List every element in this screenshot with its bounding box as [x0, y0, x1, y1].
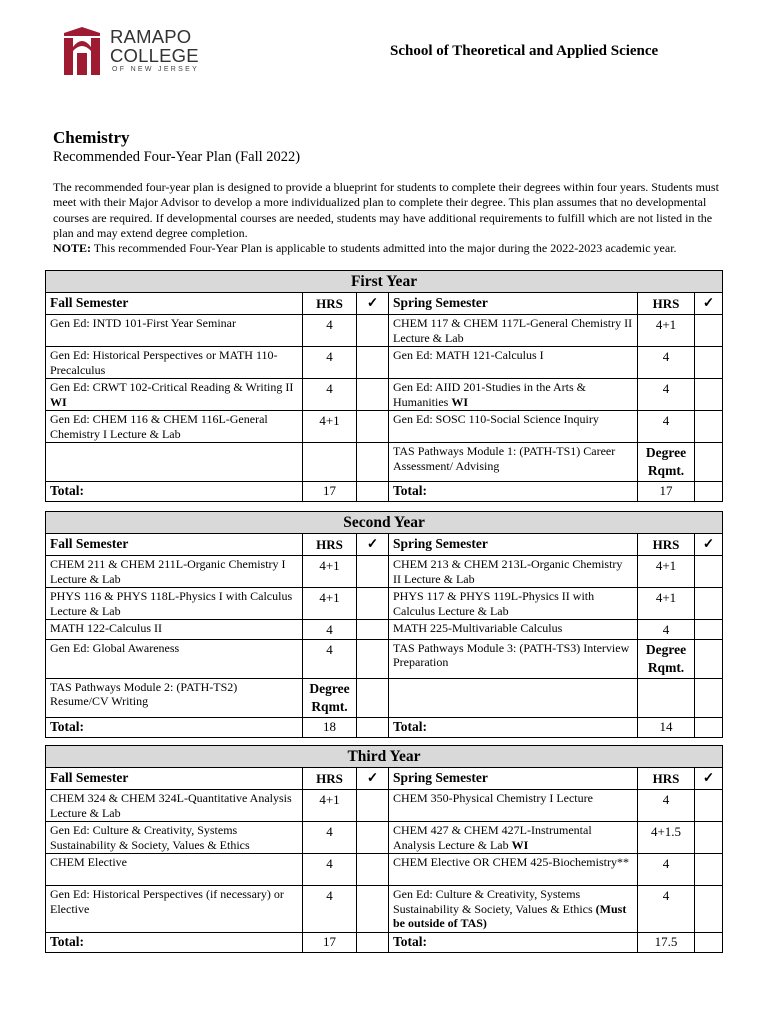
course-row [46, 639, 723, 678]
school-name: School of Theoretical and Applied Science [390, 43, 659, 59]
fall-checkbox[interactable] [357, 443, 389, 482]
hrs-header: HRS [303, 534, 357, 556]
spring-hours: 4 [638, 790, 695, 822]
spring-course-name: CHEM Elective OR CHEM 425-Biochemistry** [393, 855, 629, 869]
spring-course-name: PHYS 117 & PHYS 119L-Physics II with Calculus Lecture & Lab [393, 589, 595, 618]
spring-course [389, 886, 638, 933]
spring-checkbox[interactable] [695, 347, 723, 379]
fall-course [46, 854, 303, 886]
course-row [46, 411, 723, 443]
course-row [46, 556, 723, 588]
fall-course [46, 790, 303, 822]
fall-course-name: CHEM 211 & CHEM 211L-Organic Chemistry I Lecture & Lab [50, 557, 286, 586]
spring-hours: Degree Rqmt. [638, 639, 695, 678]
course-row [46, 315, 723, 347]
spring-checkbox[interactable] [695, 678, 723, 717]
fall-total-label: Total: [46, 482, 303, 502]
spring-course-name: CHEM 117 & CHEM 117L-General Chemistry II Lecture & Lab [393, 316, 633, 345]
fall-checkbox[interactable] [357, 790, 389, 822]
hrs-header: HRS [638, 768, 695, 790]
fall-course-name: MATH 122-Calculus II [50, 621, 162, 635]
spring-total-label: Total: [389, 482, 638, 502]
course-row [46, 620, 723, 640]
fall-course [46, 411, 303, 443]
spring-course-name: CHEM 213 & CHEM 213L-Organic Chemistry II Lecture & Lab [393, 557, 623, 586]
hrs-header: HRS [303, 768, 357, 790]
note-text: This recommended Four-Year Plan is applicable to students admitted into the major during the 2022-2023 academic year. [91, 241, 677, 256]
spring-checkbox[interactable] [695, 556, 723, 588]
logo-line-1: RAMAPO [110, 26, 192, 47]
fall-course-name: Gen Ed: CRWT 102-Critical Reading & Writing II [50, 380, 294, 394]
fall-total-hours: 18 [303, 717, 357, 737]
fall-checkbox[interactable] [357, 822, 389, 854]
year-title: Second Year [46, 512, 723, 534]
spring-total-label: Total: [389, 932, 638, 952]
intro-paragraph: The recommended four-year plan is designed to provide a blueprint for students to complete their degrees within four years. Students must meet with their Major Advisor to develop a more individualized plan to complete their degree. This plan assumes that no developmental courses are required. If developmental courses are needed, students may have additional requirements to fulfill which are not listed in the plan and may extend degree completion. [53, 180, 719, 240]
spring-checkbox[interactable] [695, 411, 723, 443]
fall-hours: 4+1 [303, 588, 357, 620]
year-title: First Year [46, 271, 723, 293]
course-row [46, 678, 723, 717]
fall-course-name: Gen Ed: Historical Perspectives (if necessary) or Elective [50, 887, 284, 916]
spring-course-name: TAS Pathways Module 3: (PATH-TS3) Interview Preparation [393, 640, 630, 669]
spring-course-name: Gen Ed: AIID 201-Studies in the Arts & Humanities [393, 380, 586, 409]
fall-total-checkbox[interactable] [357, 932, 389, 952]
spring-course [389, 379, 638, 411]
fall-hours: Degree Rqmt. [303, 678, 357, 717]
spring-checkbox[interactable] [695, 620, 723, 640]
fall-checkbox[interactable] [357, 639, 389, 678]
fall-total-hours: 17 [303, 482, 357, 502]
spring-course-name: CHEM 427 & CHEM 427L-Instrumental Analysis Lecture & Lab [393, 823, 592, 852]
fall-hours: 4 [303, 315, 357, 347]
fall-hours: 4+1 [303, 556, 357, 588]
spring-course [389, 411, 638, 443]
spring-hours: 4 [638, 886, 695, 933]
fall-course [46, 379, 303, 411]
fall-total-label: Total: [46, 717, 303, 737]
fall-checkbox[interactable] [357, 347, 389, 379]
spring-hours: 4 [638, 411, 695, 443]
spring-hours: 4 [638, 854, 695, 886]
spring-course [389, 556, 638, 588]
fall-hours: 4+1 [303, 790, 357, 822]
page-subtitle: Recommended Four-Year Plan (Fall 2022) [53, 149, 301, 165]
spring-hours: 4+1 [638, 588, 695, 620]
fall-hours: 4 [303, 639, 357, 678]
spring-course [389, 620, 638, 640]
fall-hours: 4 [303, 854, 357, 886]
fall-course [46, 678, 303, 717]
fall-course [46, 639, 303, 678]
spring-semester-header: Spring Semester [389, 768, 638, 790]
spring-course-name: Gen Ed: Culture & Creativity, Systems Sustainability & Society, Values & Ethics [393, 887, 596, 916]
fall-hours [303, 443, 357, 482]
fall-checkbox[interactable] [357, 620, 389, 640]
spring-course-flag: WI [511, 837, 529, 852]
fall-course-name: TAS Pathways Module 2: (PATH-TS2) Resume/CV Writing [50, 679, 238, 708]
fall-hours: 4 [303, 379, 357, 411]
spring-total-checkbox[interactable] [695, 717, 723, 737]
spring-hours: 4+1 [638, 556, 695, 588]
logo-line-3: OF NEW JERSEY [112, 66, 200, 73]
spring-total-hours: 17 [638, 482, 695, 502]
spring-checkbox[interactable] [695, 588, 723, 620]
fall-semester-header: Fall Semester [46, 768, 303, 790]
spring-checkbox[interactable] [695, 379, 723, 411]
course-row [46, 886, 723, 933]
spring-course-name: Gen Ed: MATH 121-Calculus I [393, 348, 544, 362]
spring-course-name: Gen Ed: SOSC 110-Social Science Inquiry [393, 412, 599, 426]
college-logo [60, 27, 220, 77]
fall-total-checkbox[interactable] [357, 482, 389, 502]
spring-checkbox[interactable] [695, 315, 723, 347]
spring-checkbox[interactable] [695, 886, 723, 933]
fall-checkbox[interactable] [357, 556, 389, 588]
spring-hours [638, 678, 695, 717]
spring-semester-header: Spring Semester [389, 293, 638, 315]
year-table [45, 745, 723, 953]
gate-icon [60, 27, 104, 75]
year-table [45, 511, 723, 738]
spring-course-flag: WI [451, 394, 468, 409]
fall-course [46, 315, 303, 347]
fall-checkbox[interactable] [357, 886, 389, 933]
spring-course [389, 347, 638, 379]
fall-course-flag: WI [50, 394, 67, 409]
course-row [46, 822, 723, 854]
fall-course [46, 822, 303, 854]
fall-course [46, 443, 303, 482]
course-row [46, 854, 723, 886]
fall-checkbox[interactable] [357, 588, 389, 620]
course-row [46, 790, 723, 822]
fall-total-hours: 17 [303, 932, 357, 952]
spring-checkbox[interactable] [695, 854, 723, 886]
spring-course [389, 588, 638, 620]
fall-semester-header: Fall Semester [46, 293, 303, 315]
fall-checkbox[interactable] [357, 315, 389, 347]
spring-course-name: TAS Pathways Module 1: (PATH-TS1) Career Assessment/ Advising [393, 444, 616, 473]
spring-course [389, 315, 638, 347]
check-header-icon: ✓ [357, 534, 389, 556]
spring-total-label: Total: [389, 717, 638, 737]
fall-course [46, 620, 303, 640]
fall-course-name: Gen Ed: Culture & Creativity, Systems Sustainability & Society, Values & Ethics [50, 823, 250, 852]
check-header-icon: ✓ [357, 768, 389, 790]
fall-course-name: Gen Ed: CHEM 116 & CHEM 116L-General Chemistry I Lecture & Lab [50, 412, 268, 441]
fall-course-name: PHYS 116 & PHYS 118L-Physics I with Calculus Lecture & Lab [50, 589, 293, 618]
fall-hours: 4 [303, 886, 357, 933]
fall-checkbox[interactable] [357, 379, 389, 411]
spring-total-hours: 14 [638, 717, 695, 737]
fall-total-label: Total: [46, 932, 303, 952]
spring-course [389, 854, 638, 886]
logo-line-2: COLLEGE [110, 45, 199, 66]
spring-course-flag: (Must be outside of TAS) [393, 901, 627, 930]
spring-checkbox[interactable] [695, 639, 723, 678]
spring-course-name: CHEM 350-Physical Chemistry I Lecture [393, 791, 593, 805]
fall-checkbox[interactable] [357, 411, 389, 443]
course-row [46, 347, 723, 379]
hrs-header: HRS [638, 293, 695, 315]
spring-course [389, 639, 638, 678]
fall-hours: 4 [303, 347, 357, 379]
fall-checkbox[interactable] [357, 678, 389, 717]
fall-course-name: CHEM Elective [50, 855, 127, 869]
note-label: NOTE: [53, 241, 92, 256]
spring-total-checkbox[interactable] [695, 482, 723, 502]
fall-semester-header: Fall Semester [46, 534, 303, 556]
spring-course [389, 790, 638, 822]
fall-hours: 4+1 [303, 411, 357, 443]
fall-course-name: Gen Ed: Historical Perspectives or MATH 110-Precalculus [50, 348, 278, 377]
check-header-icon: ✓ [695, 293, 723, 315]
fall-course-name: Gen Ed: INTD 101-First Year Seminar [50, 316, 236, 330]
fall-course-name: CHEM 324 & CHEM 324L-Quantitative Analysis Lecture & Lab [50, 791, 292, 820]
spring-semester-header: Spring Semester [389, 534, 638, 556]
spring-hours: 4 [638, 379, 695, 411]
spring-hours: 4+1 [638, 315, 695, 347]
spring-course-name: MATH 225-Multivariable Calculus [393, 621, 563, 635]
spring-hours: 4+1.5 [638, 822, 695, 854]
course-row [46, 379, 723, 411]
course-row [46, 588, 723, 620]
spring-course [389, 443, 638, 482]
spring-total-checkbox[interactable] [695, 932, 723, 952]
year-table [45, 270, 723, 502]
spring-total-hours: 17.5 [638, 932, 695, 952]
fall-hours: 4 [303, 822, 357, 854]
hrs-header: HRS [638, 534, 695, 556]
spring-course [389, 678, 638, 717]
spring-hours: 4 [638, 347, 695, 379]
check-header-icon: ✓ [695, 768, 723, 790]
fall-course [46, 588, 303, 620]
fall-course [46, 347, 303, 379]
check-header-icon: ✓ [357, 293, 389, 315]
check-header-icon: ✓ [695, 534, 723, 556]
spring-checkbox[interactable] [695, 790, 723, 822]
fall-hours: 4 [303, 620, 357, 640]
spring-checkbox[interactable] [695, 443, 723, 482]
page-title: Chemistry [53, 128, 130, 147]
fall-total-checkbox[interactable] [357, 717, 389, 737]
spring-course [389, 822, 638, 854]
hrs-header: HRS [303, 293, 357, 315]
year-title: Third Year [46, 746, 723, 768]
fall-course [46, 886, 303, 933]
intro-note [53, 241, 733, 256]
spring-hours: Degree Rqmt. [638, 443, 695, 482]
spring-hours: 4 [638, 620, 695, 640]
intro-text [53, 180, 733, 256]
fall-course-name: Gen Ed: Global Awareness [50, 640, 180, 655]
course-row [46, 443, 723, 482]
fall-checkbox[interactable] [357, 854, 389, 886]
fall-course [46, 556, 303, 588]
spring-checkbox[interactable] [695, 822, 723, 854]
